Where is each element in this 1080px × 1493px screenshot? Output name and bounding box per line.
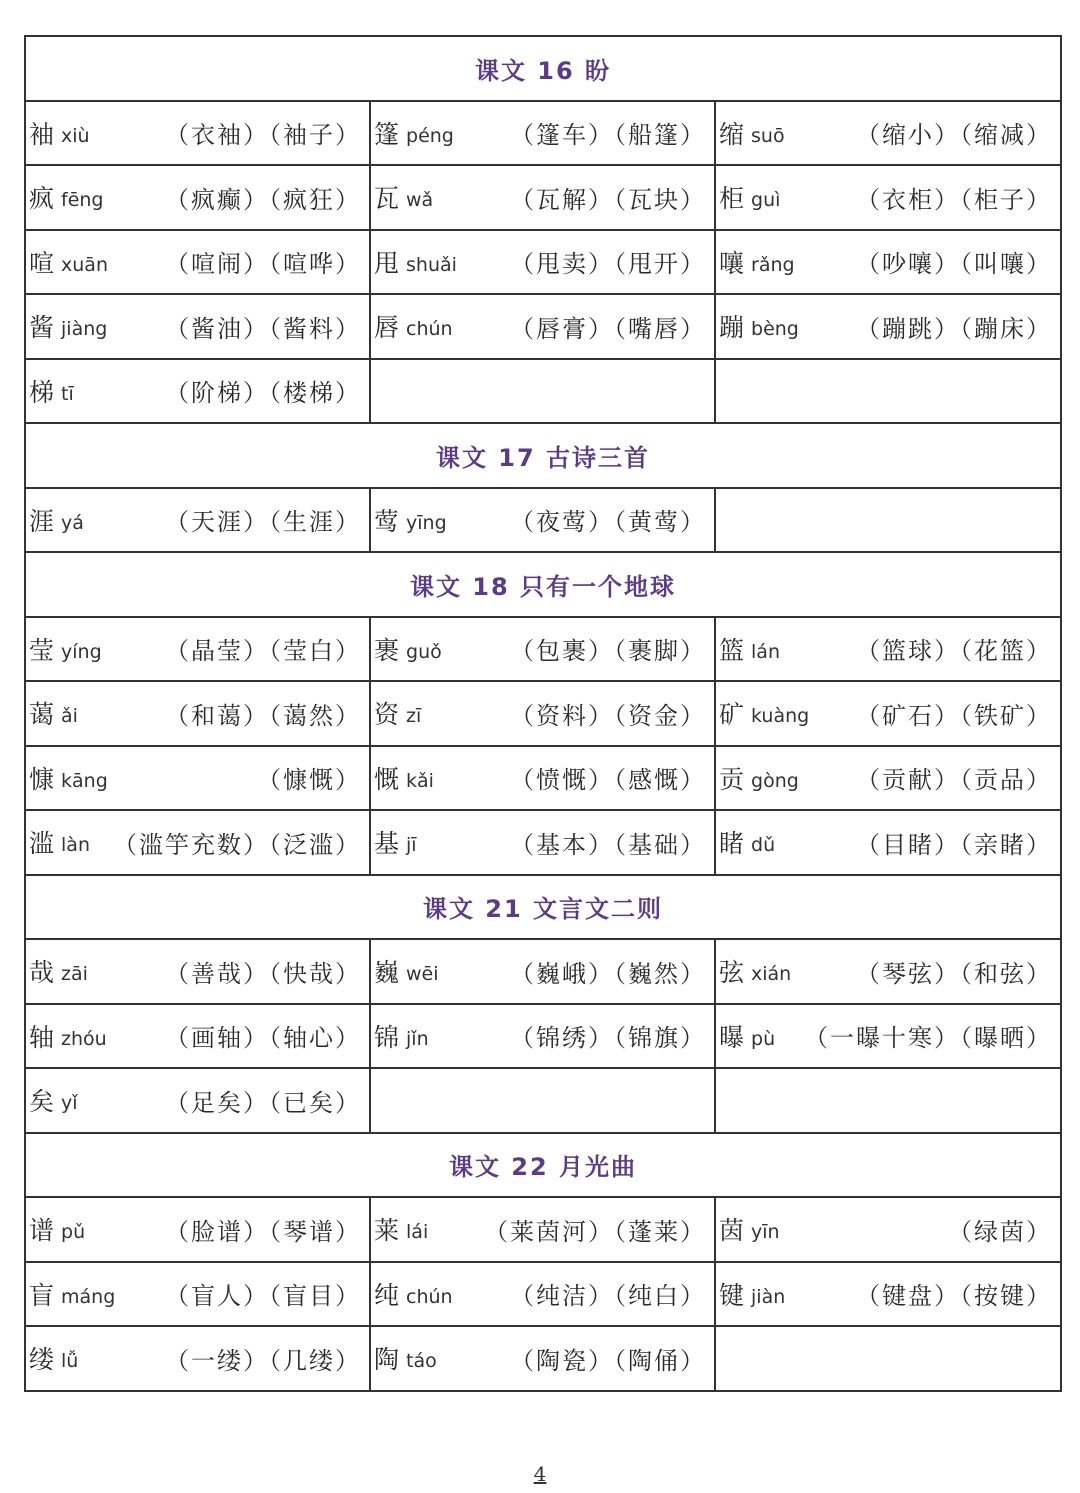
vocab-entry xyxy=(26,618,369,681)
vocab-words: （甩卖）（甩开） xyxy=(510,250,706,279)
vocab-entry xyxy=(371,489,714,552)
vocab-pinyin: guǒ xyxy=(406,640,442,663)
vocab-words: （基本）（基础） xyxy=(510,830,706,859)
vocab-character: 裹 xyxy=(374,635,400,665)
vocab-row xyxy=(25,359,1061,424)
vocab-pinyin: chún xyxy=(406,1285,453,1308)
vocab-cell xyxy=(715,230,1061,295)
vocab-cell xyxy=(715,617,1061,682)
vocab-entry xyxy=(716,747,1060,810)
vocab-entry xyxy=(26,360,369,423)
vocab-character: 陶 xyxy=(374,1345,400,1375)
vocab-entry xyxy=(371,1327,714,1390)
vocab-row xyxy=(25,810,1061,875)
vocab-words: （锦绣）（锦旗） xyxy=(510,1024,706,1053)
vocab-words: （资料）（资金） xyxy=(510,701,706,730)
vocab-entry xyxy=(716,940,1060,1003)
vocab-pinyin: wǎ xyxy=(406,189,434,212)
empty-cell xyxy=(715,359,1061,424)
vocab-character: 喧 xyxy=(29,248,55,278)
vocab-pinyin: yíng xyxy=(61,640,102,663)
vocab-entry xyxy=(371,1263,714,1326)
vocab-cell xyxy=(25,101,370,166)
vocab-words: （慷慨） xyxy=(257,766,361,795)
vocab-character: 蹦 xyxy=(719,313,745,343)
vocab-cell xyxy=(715,294,1061,359)
vocab-words: （吵嚷）（叫嚷） xyxy=(856,250,1053,279)
section-title: 课文 22 月光曲 xyxy=(25,1133,1061,1198)
vocab-entry xyxy=(371,811,714,874)
vocab-pinyin: yá xyxy=(61,511,84,534)
section-header-row xyxy=(25,36,1061,101)
vocab-pinyin: lái xyxy=(406,1221,429,1244)
vocab-cell xyxy=(25,488,370,553)
vocab-pinyin: pǔ xyxy=(61,1221,86,1244)
vocab-pinyin: jī xyxy=(406,834,417,857)
vocab-entry xyxy=(716,1198,1060,1261)
vocab-entry xyxy=(26,747,369,810)
vocab-entry xyxy=(26,231,369,294)
vocab-pinyin: zhóu xyxy=(61,1027,107,1050)
vocab-words: （琴弦）（和弦） xyxy=(856,959,1053,988)
vocab-entry xyxy=(716,682,1060,745)
vocab-character: 贡 xyxy=(719,764,745,794)
vocab-entry xyxy=(26,166,369,229)
vocab-character: 睹 xyxy=(719,829,745,859)
empty-cell xyxy=(370,1068,715,1133)
section-title: 课文 18 只有一个地球 xyxy=(25,552,1061,617)
vocab-words: （蹦跳）（蹦床） xyxy=(856,314,1053,343)
empty-cell xyxy=(715,1326,1061,1391)
vocab-words: （酱油）（酱料） xyxy=(165,314,361,343)
vocab-entry xyxy=(371,940,714,1003)
vocab-character: 缩 xyxy=(719,119,745,149)
vocab-cell xyxy=(715,165,1061,230)
vocab-character: 巍 xyxy=(374,958,400,988)
vocab-words: （天涯）（生涯） xyxy=(165,508,361,537)
vocab-pinyin: wēi xyxy=(406,963,439,986)
vocab-words: （脸谱）（琴谱） xyxy=(165,1217,361,1246)
vocab-character: 滥 xyxy=(29,829,55,859)
vocab-cell xyxy=(370,746,715,811)
vocab-character: 涯 xyxy=(29,506,55,536)
vocab-row xyxy=(25,1262,1061,1327)
vocab-pinyin: lǚ xyxy=(61,1350,79,1373)
vocab-pinyin: yīn xyxy=(751,1221,780,1244)
vocab-words: （目睹）（亲睹） xyxy=(856,830,1053,859)
vocab-character: 盲 xyxy=(29,1280,55,1310)
vocab-entry xyxy=(26,682,369,745)
vocabulary-table-body xyxy=(25,36,1061,1391)
vocab-words: （纯洁）（纯白） xyxy=(510,1282,706,1311)
vocab-pinyin: jǐn xyxy=(406,1027,429,1050)
vocab-row xyxy=(25,1326,1061,1391)
vocab-entry xyxy=(716,1005,1060,1068)
vocab-row xyxy=(25,165,1061,230)
section-title: 课文 21 文言文二则 xyxy=(25,875,1061,940)
vocab-row xyxy=(25,488,1061,553)
vocab-cell xyxy=(370,230,715,295)
vocab-pinyin: làn xyxy=(61,834,90,857)
vocab-entry xyxy=(716,1263,1060,1326)
vocab-words: （陶瓷）（陶俑） xyxy=(510,1346,706,1375)
vocab-cell xyxy=(370,1262,715,1327)
vocab-entry xyxy=(26,811,369,874)
vocab-entry xyxy=(371,166,714,229)
vocab-pinyin: dǔ xyxy=(751,834,776,857)
vocab-cell xyxy=(25,1262,370,1327)
vocab-words: （一缕）（几缕） xyxy=(165,1346,361,1375)
vocab-pinyin: bèng xyxy=(751,318,799,341)
vocab-pinyin: táo xyxy=(406,1350,437,1373)
vocab-character: 甩 xyxy=(374,248,400,278)
vocab-cell xyxy=(715,101,1061,166)
vocab-pinyin: zāi xyxy=(61,963,88,986)
vocab-character: 蔼 xyxy=(29,700,55,730)
vocab-pinyin: yǐ xyxy=(61,1092,78,1115)
vocab-cell xyxy=(25,939,370,1004)
vocab-entry xyxy=(371,1198,714,1261)
vocab-pinyin: xián xyxy=(751,963,792,986)
vocab-character: 莱 xyxy=(374,1216,400,1246)
vocab-pinyin: jiàng xyxy=(61,318,108,341)
vocab-character: 曝 xyxy=(719,1022,745,1052)
vocab-pinyin: péng xyxy=(406,124,454,147)
vocab-pinyin: kāng xyxy=(61,769,108,792)
vocab-character: 篷 xyxy=(374,119,400,149)
vocab-words: （足矣）（已矣） xyxy=(165,1088,361,1117)
vocab-entry xyxy=(371,231,714,294)
vocab-character: 嚷 xyxy=(719,248,745,278)
vocab-pinyin: lán xyxy=(751,640,780,663)
vocab-words: （篮球）（花篮） xyxy=(856,637,1053,666)
vocab-entry xyxy=(371,102,714,165)
vocab-row xyxy=(25,939,1061,1004)
vocab-words: （巍峨）（巍然） xyxy=(510,959,706,988)
vocab-entry xyxy=(371,618,714,681)
vocab-pinyin: yīng xyxy=(406,511,447,534)
vocab-words: （夜莺）（黄莺） xyxy=(510,508,706,537)
vocab-words: （善哉）（快哉） xyxy=(165,959,361,988)
vocab-pinyin: zī xyxy=(406,705,422,728)
vocab-cell xyxy=(25,810,370,875)
vocab-pinyin: xiù xyxy=(61,124,90,147)
vocab-entry xyxy=(26,1198,369,1261)
vocab-pinyin: jiàn xyxy=(751,1285,786,1308)
vocab-character: 莹 xyxy=(29,635,55,665)
vocab-cell xyxy=(25,294,370,359)
vocab-cell xyxy=(25,617,370,682)
vocab-row xyxy=(25,1004,1061,1069)
vocab-row xyxy=(25,294,1061,359)
vocab-character: 疯 xyxy=(29,184,55,214)
vocab-character: 莺 xyxy=(374,506,400,536)
vocab-words: （瓦解）（瓦块） xyxy=(510,185,706,214)
vocab-cell xyxy=(25,1068,370,1133)
vocab-entry xyxy=(716,295,1060,358)
vocab-row xyxy=(25,1068,1061,1133)
vocab-character: 茵 xyxy=(719,1216,745,1246)
section-header-row xyxy=(25,875,1061,940)
vocab-words: （贡献）（贡品） xyxy=(856,766,1053,795)
vocab-pinyin: kǎi xyxy=(406,769,434,792)
vocab-entry xyxy=(26,102,369,165)
vocab-cell xyxy=(25,359,370,424)
vocab-words: （包裹）（裹脚） xyxy=(510,637,706,666)
vocab-cell xyxy=(370,101,715,166)
vocab-row xyxy=(25,230,1061,295)
empty-cell xyxy=(715,1068,1061,1133)
vocab-cell xyxy=(715,939,1061,1004)
vocab-cell xyxy=(25,681,370,746)
vocab-character: 资 xyxy=(374,700,400,730)
vocab-character: 唇 xyxy=(374,313,400,343)
vocab-words: （绿茵） xyxy=(948,1217,1053,1246)
vocab-entry xyxy=(716,618,1060,681)
vocab-row xyxy=(25,681,1061,746)
vocab-cell xyxy=(370,1004,715,1069)
vocab-words: （篷车）（船篷） xyxy=(510,121,706,150)
vocab-cell xyxy=(715,1197,1061,1262)
vocab-entry xyxy=(26,1263,369,1326)
vocab-words: （和蔼）（蔼然） xyxy=(165,701,361,730)
vocab-character: 基 xyxy=(374,829,400,859)
vocab-entry xyxy=(371,1005,714,1068)
vocab-cell xyxy=(25,165,370,230)
vocab-row xyxy=(25,746,1061,811)
vocab-words: （喧闹）（喧哗） xyxy=(165,250,361,279)
vocab-words: （矿石）（铁矿） xyxy=(856,701,1053,730)
vocab-character: 锦 xyxy=(374,1022,400,1052)
vocab-words: （画轴）（轴心） xyxy=(165,1024,361,1053)
vocab-character: 酱 xyxy=(29,313,55,343)
vocab-words: （衣柜）（柜子） xyxy=(856,185,1053,214)
vocab-entry xyxy=(716,811,1060,874)
vocab-pinyin: tī xyxy=(61,382,74,405)
vocab-cell xyxy=(25,1004,370,1069)
vocab-words: （唇膏）（嘴唇） xyxy=(510,314,706,343)
vocab-entry xyxy=(716,102,1060,165)
vocab-cell xyxy=(715,746,1061,811)
vocab-cell xyxy=(25,1326,370,1391)
vocab-character: 矣 xyxy=(29,1087,55,1117)
vocab-words: （疯癫）（疯狂） xyxy=(165,185,361,214)
vocab-character: 轴 xyxy=(29,1022,55,1052)
vocab-words: （晶莹）（莹白） xyxy=(165,637,361,666)
vocab-character: 纯 xyxy=(374,1280,400,1310)
vocab-entry xyxy=(26,1069,369,1132)
vocab-character: 梯 xyxy=(29,377,55,407)
vocab-character: 慷 xyxy=(29,764,55,794)
vocab-words: （衣袖）（袖子） xyxy=(165,121,361,150)
vocab-character: 瓦 xyxy=(374,184,400,214)
vocab-entry xyxy=(26,1327,369,1390)
vocabulary-table xyxy=(24,35,1062,1392)
vocab-entry xyxy=(26,489,369,552)
vocab-pinyin: fēng xyxy=(61,189,104,212)
vocab-character: 键 xyxy=(719,1280,745,1310)
vocab-pinyin: ǎi xyxy=(61,705,78,728)
section-header-row xyxy=(25,1133,1061,1198)
vocab-cell xyxy=(25,1197,370,1262)
vocab-cell xyxy=(715,1262,1061,1327)
vocab-cell xyxy=(715,681,1061,746)
vocab-words: （盲人）（盲目） xyxy=(165,1282,361,1311)
vocab-character: 袖 xyxy=(29,119,55,149)
vocab-cell xyxy=(370,294,715,359)
vocab-cell xyxy=(370,681,715,746)
section-title: 课文 17 古诗三首 xyxy=(25,423,1061,488)
vocab-words: （滥竽充数）（泛滥） xyxy=(113,830,361,859)
vocab-cell xyxy=(370,488,715,553)
vocab-cell xyxy=(715,1004,1061,1069)
vocab-pinyin: suō xyxy=(751,124,785,147)
vocab-cell xyxy=(370,1326,715,1391)
vocab-entry xyxy=(716,166,1060,229)
vocab-pinyin: chún xyxy=(406,318,453,341)
vocab-words: （一曝十寒）（曝晒） xyxy=(804,1024,1053,1053)
vocab-words: （愤慨）（感慨） xyxy=(510,766,706,795)
page-number: 4 xyxy=(533,1462,547,1486)
vocab-pinyin: rǎng xyxy=(751,253,795,276)
vocab-row xyxy=(25,1197,1061,1262)
vocab-pinyin: máng xyxy=(61,1285,116,1308)
vocab-pinyin: kuàng xyxy=(751,705,810,728)
vocab-pinyin: pù xyxy=(751,1027,776,1050)
vocab-cell xyxy=(370,1197,715,1262)
vocab-character: 谱 xyxy=(29,1216,55,1246)
vocab-character: 慨 xyxy=(374,764,400,794)
vocab-words: （键盘）（按键） xyxy=(856,1282,1053,1311)
vocab-words: （缩小）（缩减） xyxy=(856,121,1053,150)
vocab-character: 篮 xyxy=(719,635,745,665)
vocab-cell xyxy=(370,165,715,230)
vocab-cell xyxy=(25,230,370,295)
vocab-row xyxy=(25,617,1061,682)
section-header-row xyxy=(25,552,1061,617)
vocab-cell xyxy=(370,939,715,1004)
vocab-entry xyxy=(26,295,369,358)
vocab-cell xyxy=(25,746,370,811)
vocab-entry xyxy=(371,295,714,358)
vocab-cell xyxy=(370,617,715,682)
vocab-entry xyxy=(371,747,714,810)
section-title: 课文 16 盼 xyxy=(25,36,1061,101)
vocab-pinyin: xuān xyxy=(61,253,108,276)
vocab-cell xyxy=(715,810,1061,875)
vocab-character: 哉 xyxy=(29,958,55,988)
vocab-entry xyxy=(26,940,369,1003)
empty-cell xyxy=(715,488,1061,553)
vocab-character: 矿 xyxy=(719,700,745,730)
vocab-words: （阶梯）（楼梯） xyxy=(165,379,361,408)
vocab-entry xyxy=(26,1005,369,1068)
vocab-entry xyxy=(371,682,714,745)
vocab-character: 缕 xyxy=(29,1345,55,1375)
vocab-pinyin: guì xyxy=(751,189,781,212)
section-header-row xyxy=(25,423,1061,488)
vocab-words: （莱茵河）（蓬莱） xyxy=(484,1217,706,1246)
vocab-entry xyxy=(716,231,1060,294)
vocab-character: 弦 xyxy=(719,958,745,988)
vocab-character: 柜 xyxy=(719,184,745,214)
vocab-row xyxy=(25,101,1061,166)
vocab-cell xyxy=(370,810,715,875)
vocab-pinyin: shuǎi xyxy=(406,253,457,276)
vocab-pinyin: gòng xyxy=(751,769,799,792)
empty-cell xyxy=(370,359,715,424)
